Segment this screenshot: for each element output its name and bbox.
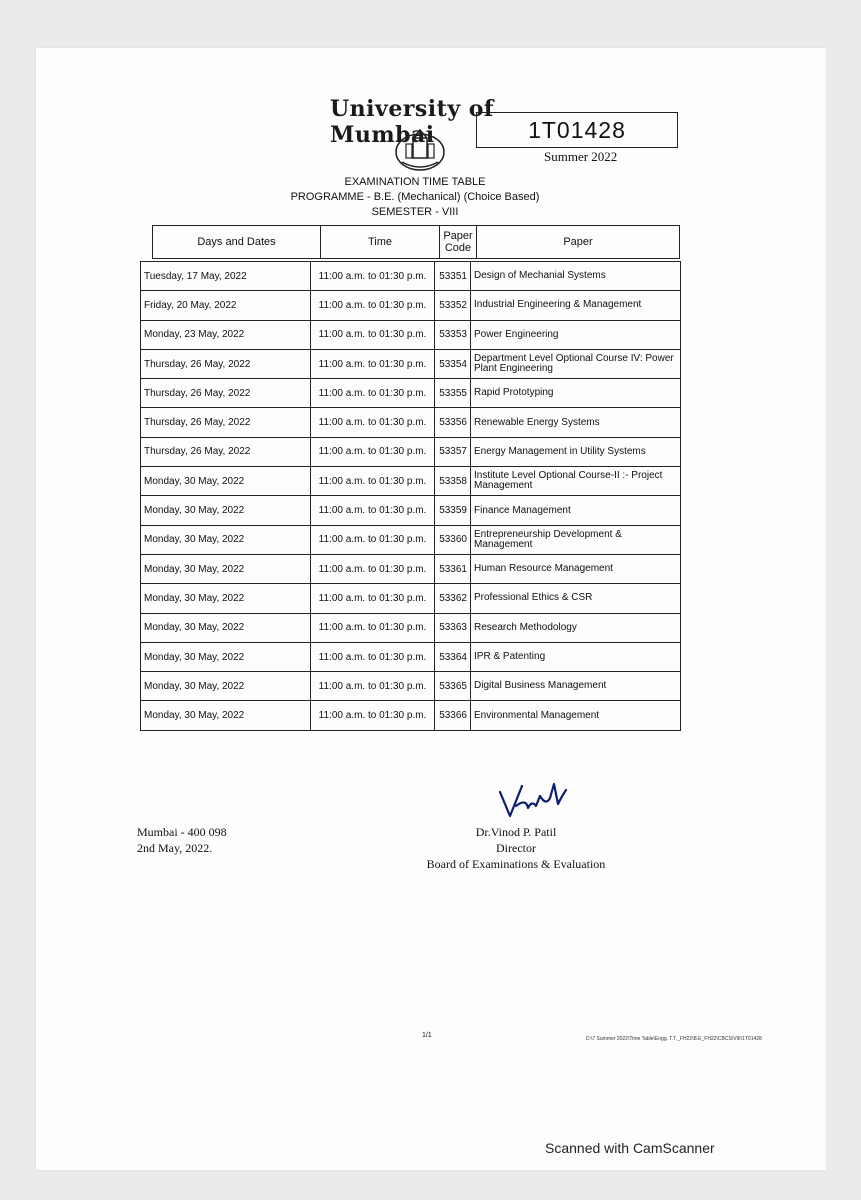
row-date: Monday, 30 May, 2022 — [141, 643, 311, 671]
row-paper: Rapid Prototyping — [474, 387, 554, 399]
row-date: Thursday, 26 May, 2022 — [141, 438, 311, 466]
row-paper: Power Engineering — [474, 328, 559, 340]
row-paper: Digital Business Management — [474, 680, 607, 692]
row-paper: Environmental Management — [474, 709, 600, 721]
row-date: Monday, 30 May, 2022 — [141, 584, 311, 612]
row-time: 11:00 a.m. to 01:30 p.m. — [311, 379, 435, 407]
table-row — [141, 408, 680, 437]
timetable-title: EXAMINATION TIME TABLE — [344, 176, 486, 188]
table-row — [141, 555, 680, 584]
row-date: Monday, 30 May, 2022 — [141, 701, 311, 729]
row-paper: Industrial Engineering & Management — [474, 299, 642, 311]
row-time: 11:00 a.m. to 01:30 p.m. — [311, 614, 435, 642]
table-row — [141, 701, 680, 730]
table-row — [141, 321, 680, 350]
row-date: Monday, 30 May, 2022 — [141, 614, 311, 642]
row-date: Monday, 30 May, 2022 — [141, 555, 311, 583]
row-date: Tuesday, 17 May, 2022 — [141, 262, 311, 290]
university-name: University of Mumbai — [330, 96, 494, 148]
signatory-designation: Director — [496, 841, 536, 855]
row-paper: Institute Level Optional Course-II :- Project Management — [474, 470, 663, 492]
file-reference: D:\7 Summer 2022\Time Table\Engg. T.T._FH22\B.E_FH22\CBCS\VIII\1T01428 — [586, 1036, 762, 1042]
university-seal-icon — [394, 128, 446, 172]
table-row — [141, 526, 680, 555]
row-date: Monday, 23 May, 2022 — [141, 321, 311, 349]
row-date: Monday, 30 May, 2022 — [141, 526, 311, 554]
row-paper: Renewable Energy Systems — [474, 416, 600, 428]
row-time: 11:00 a.m. to 01:30 p.m. — [311, 701, 435, 729]
table-row — [141, 672, 680, 701]
row-code: 53353 — [435, 321, 471, 349]
table-row — [141, 643, 680, 672]
row-time: 11:00 a.m. to 01:30 p.m. — [311, 350, 435, 378]
document-code: 1T01428 — [476, 112, 678, 148]
row-code: 53362 — [435, 584, 471, 612]
row-date: Thursday, 26 May, 2022 — [141, 350, 311, 378]
row-time: 11:00 a.m. to 01:30 p.m. — [311, 584, 435, 612]
row-paper: Energy Management in Utility Systems — [474, 445, 646, 457]
table-header — [152, 225, 680, 259]
row-date: Thursday, 26 May, 2022 — [141, 408, 311, 436]
column-header-paper: Paper — [563, 236, 593, 248]
row-code: 53363 — [435, 614, 471, 642]
signatory-board: Board of Examinations & Evaluation — [426, 857, 606, 871]
row-time: 11:00 a.m. to 01:30 p.m. — [311, 643, 435, 671]
column-header-date: Days and Dates — [153, 226, 321, 258]
row-code: 53361 — [435, 555, 471, 583]
row-code: 53352 — [435, 291, 471, 319]
row-paper: IPR & Patenting — [474, 651, 546, 662]
row-paper: Human Resource Management — [474, 563, 613, 575]
director-signature — [496, 776, 568, 824]
row-date: Monday, 30 May, 2022 — [141, 496, 311, 524]
row-time: 11:00 a.m. to 01:30 p.m. — [311, 467, 435, 495]
table-row — [141, 584, 680, 613]
issue-place-date — [137, 824, 227, 856]
row-paper: Research Methodology — [474, 621, 577, 633]
exam-session: Summer 2022 — [544, 149, 618, 164]
row-code: 53365 — [435, 672, 471, 700]
row-time: 11:00 a.m. to 01:30 p.m. — [311, 496, 435, 524]
row-code: 53356 — [435, 408, 471, 436]
row-code: 53354 — [435, 350, 471, 378]
row-code: 53351 — [435, 262, 471, 290]
row-time: 11:00 a.m. to 01:30 p.m. — [311, 291, 435, 319]
programme-name: PROGRAMME - B.E. (Mechanical) (Choice Based) — [290, 191, 540, 203]
row-code: 53357 — [435, 438, 471, 466]
row-paper: Department Level Optional Course IV: Power Plant Engineering — [474, 353, 674, 375]
signatory-name: Dr.Vinod P. Patil — [475, 825, 557, 839]
row-paper: Professional Ethics & CSR — [474, 592, 593, 604]
row-time: 11:00 a.m. to 01:30 p.m. — [311, 262, 435, 290]
row-date: Monday, 30 May, 2022 — [141, 467, 311, 495]
timetable-body — [140, 261, 681, 731]
column-header-time: Time — [321, 226, 440, 258]
row-paper: Design of Mechanial Systems — [474, 270, 606, 282]
table-row — [141, 614, 680, 643]
row-paper: Finance Management — [474, 504, 571, 516]
table-row — [141, 262, 680, 291]
signatory-block — [426, 824, 606, 872]
row-time: 11:00 a.m. to 01:30 p.m. — [311, 438, 435, 466]
row-code: 53358 — [435, 467, 471, 495]
column-header-code: Paper Code — [440, 226, 477, 258]
row-code: 53360 — [435, 526, 471, 554]
row-time: 11:00 a.m. to 01:30 p.m. — [311, 555, 435, 583]
row-code: 53359 — [435, 496, 471, 524]
row-code: 53366 — [435, 701, 471, 729]
semester-name: SEMESTER - VIII — [371, 206, 459, 218]
row-code: 53355 — [435, 379, 471, 407]
row-code: 53364 — [435, 643, 471, 671]
row-paper: Entrepreneurship Development & Management — [474, 528, 622, 550]
row-date: Monday, 30 May, 2022 — [141, 672, 311, 700]
row-date: Thursday, 26 May, 2022 — [141, 379, 311, 407]
row-date: Friday, 20 May, 2022 — [141, 291, 311, 319]
table-row — [141, 379, 680, 408]
table-row — [141, 350, 680, 379]
table-row — [141, 467, 680, 496]
table-row — [141, 496, 680, 525]
row-time: 11:00 a.m. to 01:30 p.m. — [311, 408, 435, 436]
row-time: 11:00 a.m. to 01:30 p.m. — [311, 321, 435, 349]
issue-date: 2nd May, 2022. — [137, 841, 213, 855]
row-time: 11:00 a.m. to 01:30 p.m. — [311, 526, 435, 554]
table-row — [141, 438, 680, 467]
page-number: 1/1 — [422, 1032, 432, 1039]
issue-place: Mumbai - 400 098 — [137, 825, 227, 839]
row-time: 11:00 a.m. to 01:30 p.m. — [311, 672, 435, 700]
scanner-watermark: Scanned with CamScanner — [545, 1140, 715, 1156]
table-row — [141, 291, 680, 320]
